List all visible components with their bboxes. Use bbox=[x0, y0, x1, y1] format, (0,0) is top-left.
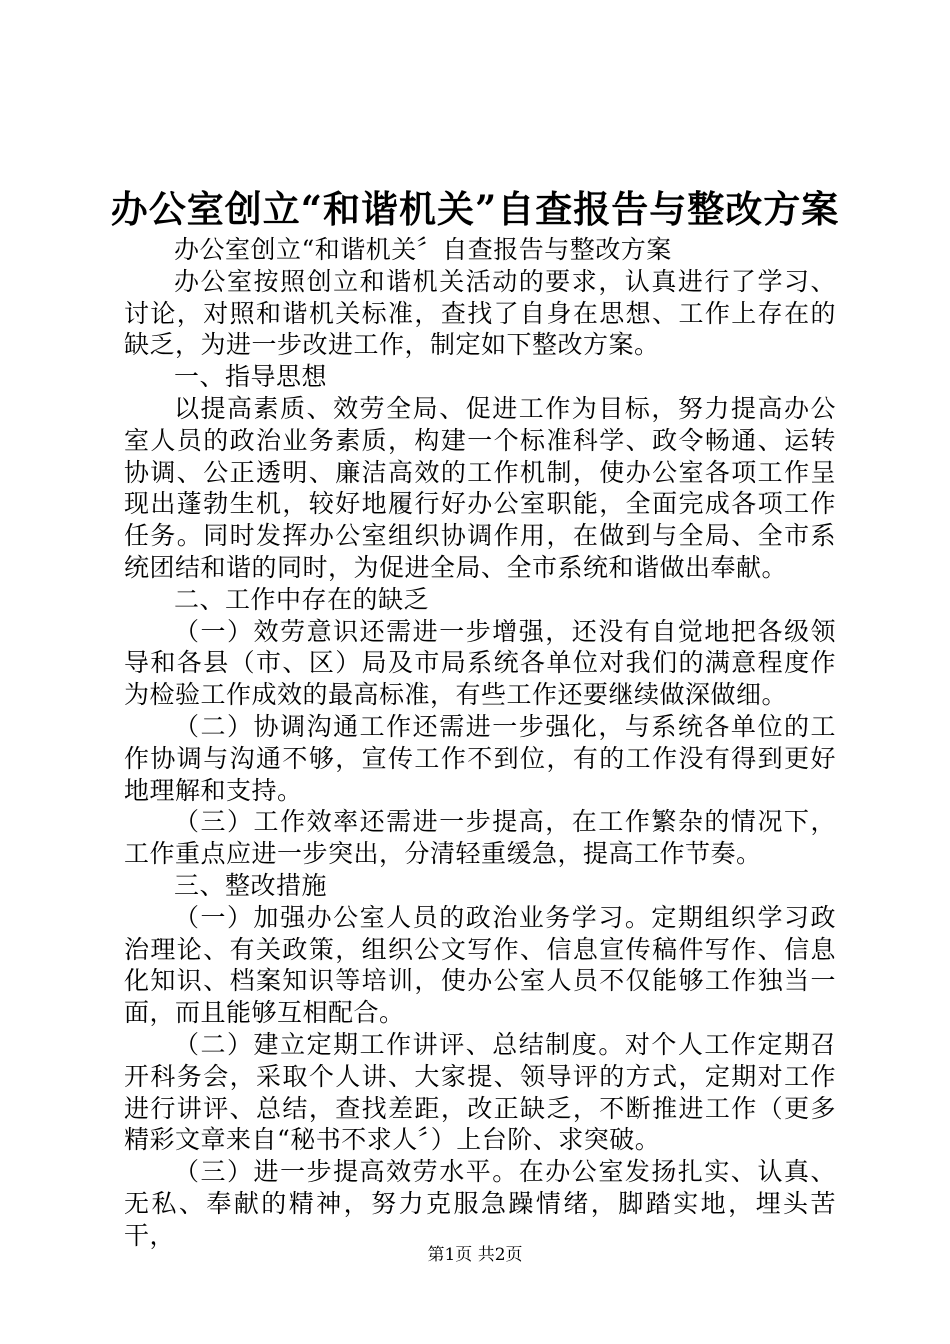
section-heading-measures: 三、整改措施 bbox=[174, 870, 328, 900]
section-heading-guiding-thought: 一、指导思想 bbox=[174, 362, 328, 392]
document-subtitle: 办公室创立“和谐机关〞自查报告与整改方案 bbox=[174, 235, 672, 264]
intro-paragraph: 办公室按照创立和谐机关活动的要求，认真进行了学习、讨论，对照和谐机关标准，查找了自身在思想、工作上存在的缺乏，为进一步改进工作，制定如下整改方案。 bbox=[124, 266, 836, 360]
shortcoming-paragraph-1: （一）效劳意识还需进一步增强，还没有自觉地把各级领导和各县（市、区）局及市局系统各单位对我们的满意程度作为检验工作成效的最高标准，有些工作还要继续做深做细。 bbox=[124, 616, 836, 710]
document-title: 办公室创立“和谐机关”自查报告与整改方案 bbox=[110, 187, 840, 231]
measure-paragraph-1: （一）加强办公室人员的政治业务学习。定期组织学习政治理论、有关政策，组织公文写作、信息宣传稿件写作、信息化知识、档案知识等培训，使办公室人员不仅能够工作独当一面，而且能够互相配合。 bbox=[124, 902, 836, 1028]
shortcoming-paragraph-3: （三）工作效率还需进一步提高，在工作繁杂的情况下，工作重点应进一步突出，分清轻重缓急，提高工作节奏。 bbox=[124, 807, 836, 869]
measure-paragraph-2: （二）建立定期工作讲评、总结制度。对个人工作定期召开科务会，采取个人讲、大家提、领导评的方式，定期对工作进行讲评、总结，查找差距，改正缺乏，不断推进工作（更多精彩文章来自“秘书不求人〞）上台阶、求突破。 bbox=[124, 1029, 836, 1155]
page-footer: 第1页 共2页 bbox=[427, 1245, 523, 1265]
measure-paragraph-3: （三）进一步提高效劳水平。在办公室发扬扎实、认真、无私、奉献的精神，努力克服急躁情绪，脚踏实地，埋头苦干， bbox=[124, 1157, 836, 1250]
document-body bbox=[124, 234, 836, 1252]
guiding-thought-paragraph: 以提高素质、效劳全局、促进工作为目标，努力提高办公室人员的政治业务素质，构建一个标准科学、政令畅通、运转协调、公正透明、廉洁高效的工作机制，使办公室各项工作呈现出蓬勃生机，较好地履行好办公室职能，全面完成各项工作任务。同时发挥办公室组织协调作用，在做到与全局、全市系统团结和谐的同时，为促进全局、全市系统和谐做出奉献。 bbox=[124, 393, 836, 582]
section-heading-shortcomings: 二、工作中存在的缺乏 bbox=[174, 584, 430, 614]
shortcoming-paragraph-2: （二）协调沟通工作还需进一步强化，与系统各单位的工作协调与沟通不够，宣传工作不到位，有的工作没有得到更好地理解和支持。 bbox=[124, 711, 836, 805]
